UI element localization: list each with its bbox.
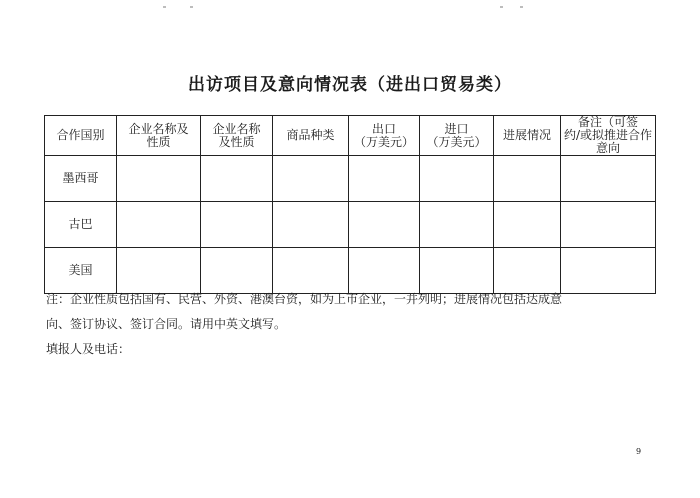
header-line: （万美元） [353,134,414,149]
header-line: 约/或拟推进合作意向 [563,128,653,155]
empty-cell [349,156,420,202]
notes [46,287,656,337]
filler-contact-label: 填报人及电话： [46,342,131,356]
empty-cell [420,156,494,202]
empty-cell [561,202,656,248]
note-line: 注：企业性质包括国有、民营、外资、港澳台资，如为上市企业，一并列明；进展情况包括达成意 [46,292,563,306]
scan-mark [190,6,193,8]
country-cell: 墨西哥 [45,156,117,202]
empty-cell [117,202,201,248]
scan-mark [500,6,503,8]
header-product-category [273,116,349,156]
header-line: 进口 [444,121,469,136]
empty-cell [201,202,273,248]
empty-cell [349,202,420,248]
header-line: 合作国别 [56,128,105,142]
header-line: 企业名称 [212,121,261,136]
header-company-name-nature-2 [201,116,273,156]
header-progress [494,116,561,156]
header-line: 备注（可签 [577,115,638,129]
header-line: 进展情况 [502,128,551,142]
country-cell: 美国 [45,248,117,294]
empty-cell [273,156,349,202]
table-row [45,156,656,202]
empty-cell [494,156,561,202]
header-line: （万美元） [426,134,487,149]
scan-mark [163,6,166,8]
header-line: 企业名称及 [128,121,189,136]
table-header-row [45,116,656,156]
header-line: 出口 [371,121,396,136]
header-line: 及性质 [218,134,255,149]
empty-cell [420,202,494,248]
country-cell: 古巴 [45,202,117,248]
empty-cell [561,156,656,202]
table-row [45,202,656,248]
scan-mark [520,6,523,8]
header-line: 性质 [146,134,171,149]
page-number: 9 [636,447,642,456]
header-cooperation-country [45,116,117,156]
header-import [420,116,494,156]
page-title: 出访项目及意向情况表（进出口贸易类） [188,75,512,95]
project-table [44,115,656,294]
header-export [349,116,420,156]
empty-cell [494,202,561,248]
header-company-name-nature [117,116,201,156]
empty-cell [117,156,201,202]
header-remarks [561,116,656,156]
empty-cell [273,202,349,248]
empty-cell [201,156,273,202]
header-line: 商品种类 [286,128,335,142]
note-line: 向、签订协议、签订合同。请用中英文填写。 [46,317,287,331]
